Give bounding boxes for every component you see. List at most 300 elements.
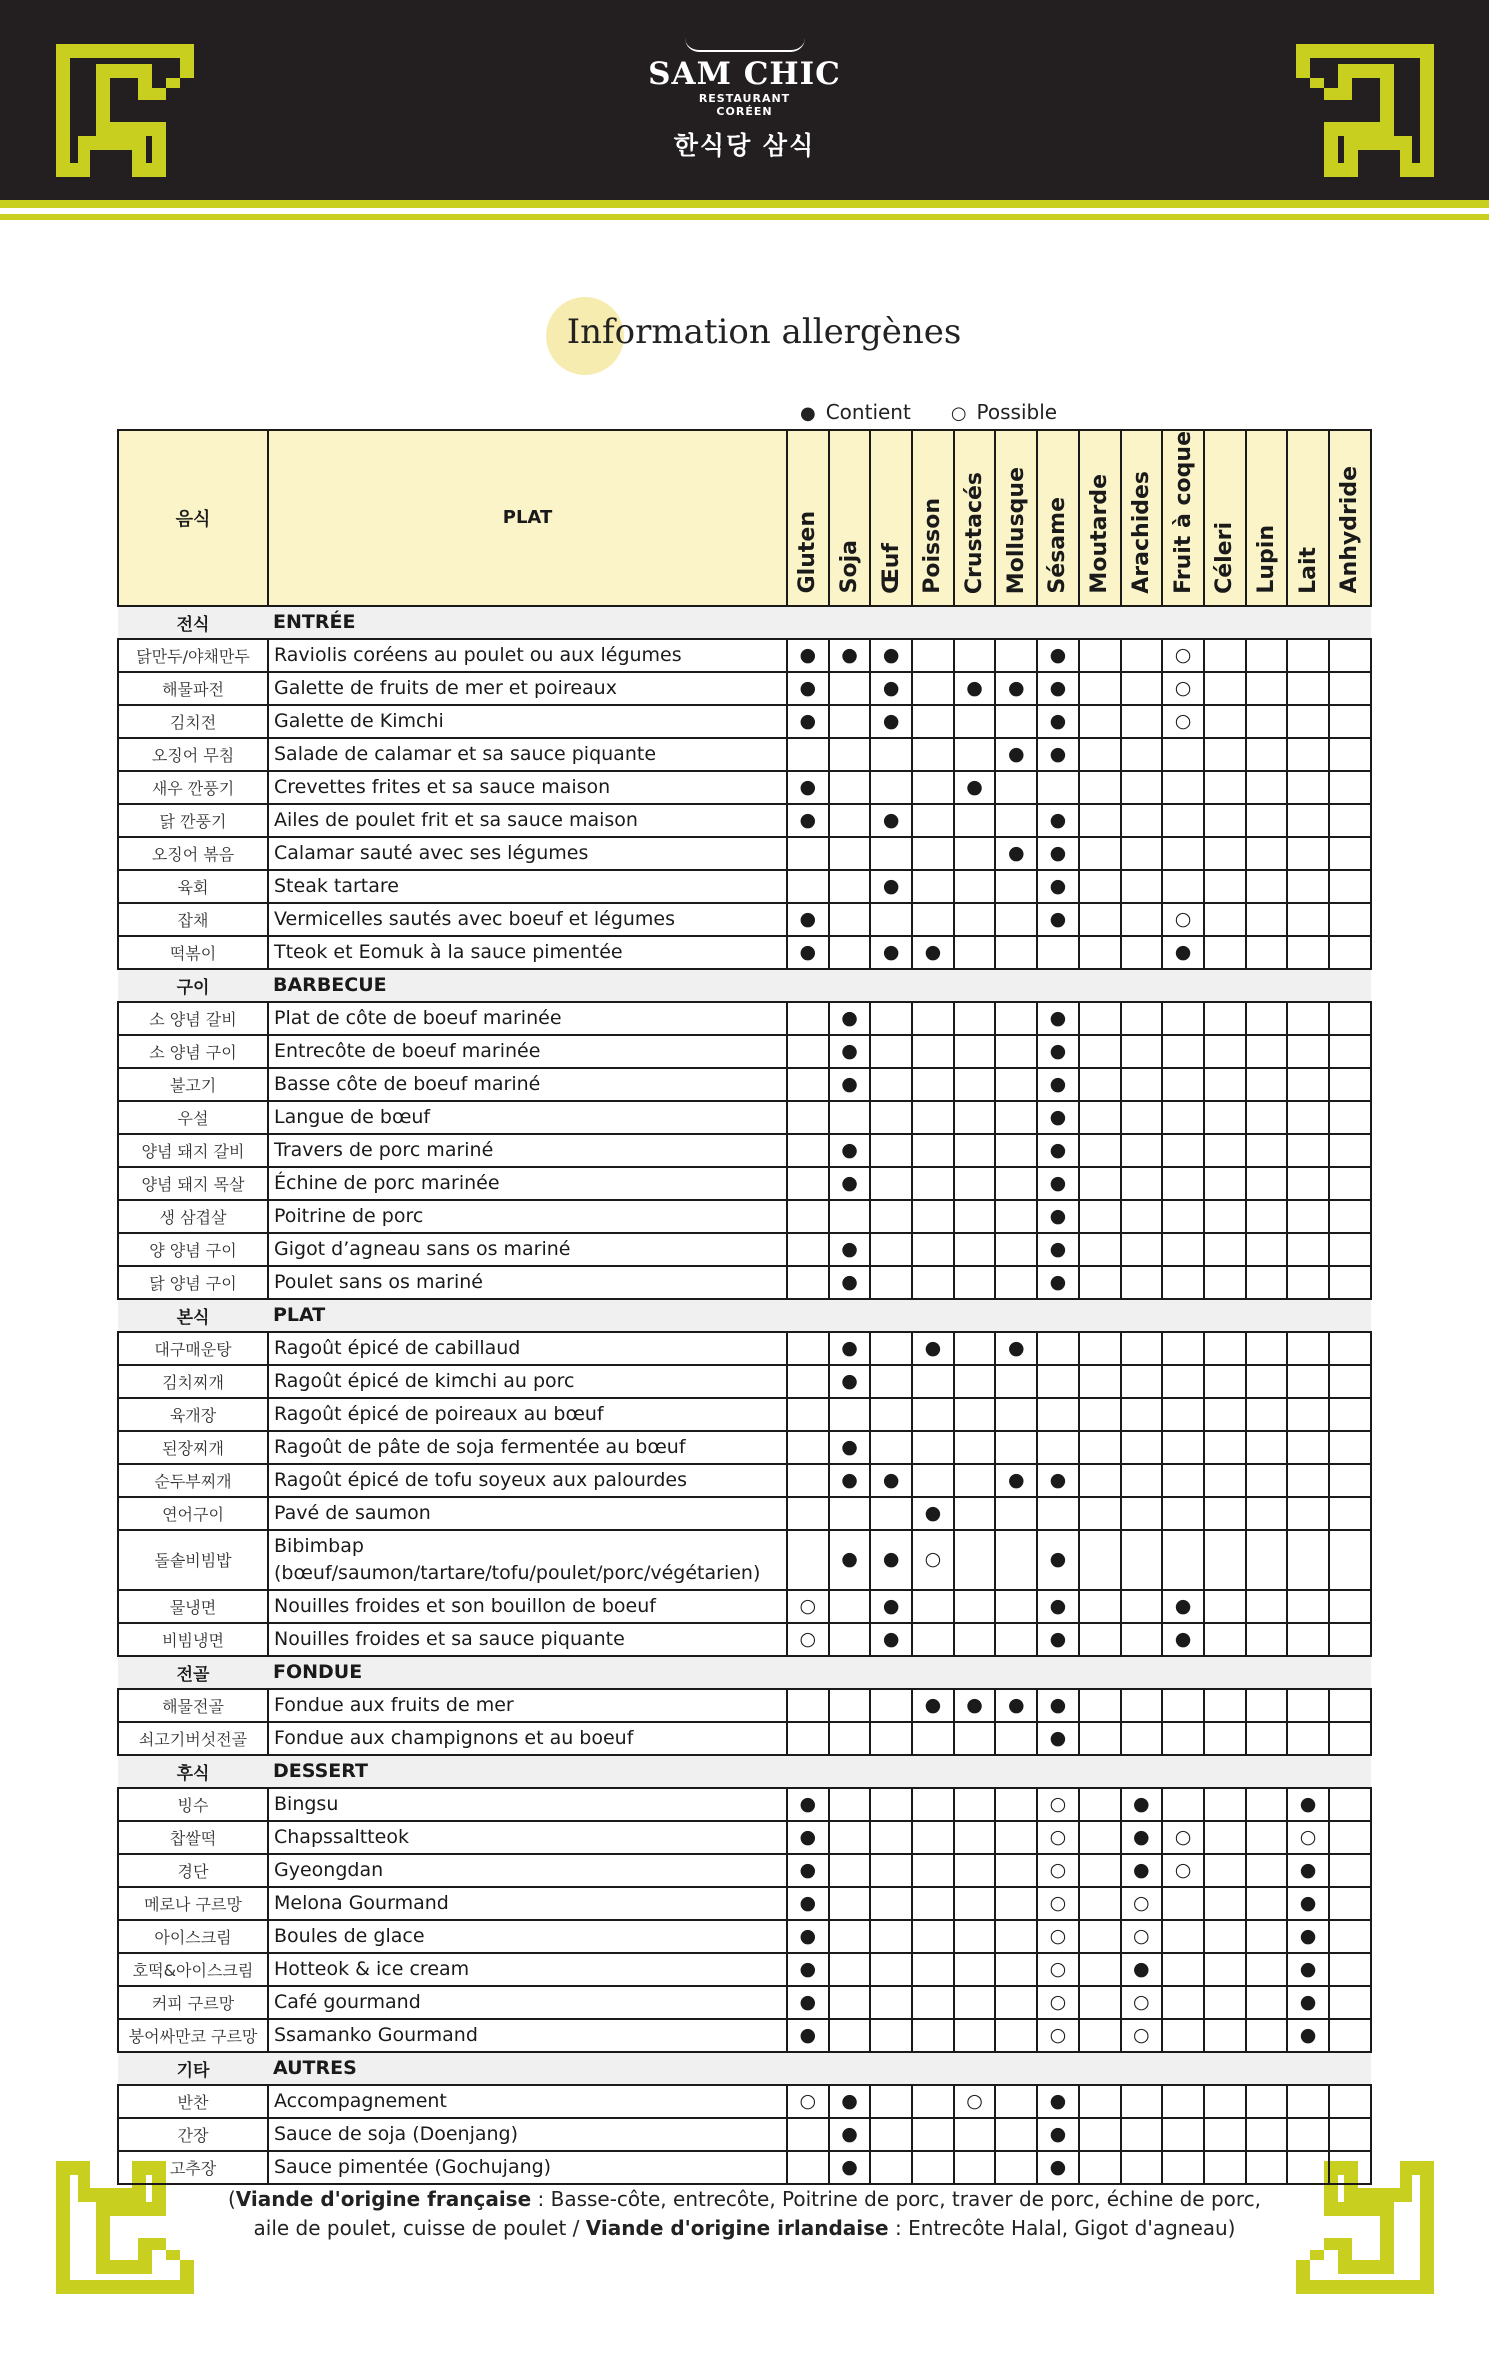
dish-korean: 간장 (118, 2118, 268, 2151)
allergen-cell: ● (829, 1002, 871, 1035)
dish-french: Galette de fruits de mer et poireaux (268, 672, 787, 705)
allergen-label: Sésame (1045, 497, 1071, 594)
header-allergen (1204, 430, 1246, 606)
allergen-cell (870, 2085, 912, 2118)
allergen-cell (1287, 2118, 1329, 2151)
allergen-cell (995, 639, 1037, 672)
allergen-cell: ● (1287, 1788, 1329, 1821)
table-row (118, 1590, 1371, 1623)
allergen-cell: ● (829, 1332, 871, 1365)
dish-korean: 우설 (118, 1101, 268, 1134)
allergen-cell (954, 1431, 996, 1464)
table-row (118, 639, 1371, 672)
allergen-cell (1287, 639, 1329, 672)
allergen-cell (1329, 1821, 1371, 1854)
allergen-cell: ● (1037, 705, 1079, 738)
allergen-cell (1246, 936, 1288, 969)
dish-korean: 오징어 무침 (118, 738, 268, 771)
table-row (118, 1854, 1371, 1887)
allergen-cell: ● (1037, 1233, 1079, 1266)
allergen-cell (1204, 1464, 1246, 1497)
allergen-cell (787, 1068, 829, 1101)
allergen-cell (1079, 1431, 1121, 1464)
allergen-cell (1329, 639, 1371, 672)
allergen-cell (995, 1266, 1037, 1299)
dish-french: Sauce de soja (Doenjang) (268, 2118, 787, 2151)
allergen-table (117, 429, 1372, 2185)
allergen-cell (1079, 870, 1121, 903)
allergen-cell: ● (995, 1332, 1037, 1365)
allergen-cell (1121, 1035, 1163, 1068)
allergen-cell (912, 1722, 954, 1755)
allergen-cell (787, 1431, 829, 1464)
allergen-cell (1246, 1497, 1288, 1530)
allergen-cell: ● (995, 738, 1037, 771)
allergen-cell (1079, 936, 1121, 969)
allergen-cell (1079, 1623, 1121, 1656)
allergen-cell (1121, 1464, 1163, 1497)
allergen-cell: ● (1287, 1887, 1329, 1920)
allergen-cell (829, 1953, 871, 1986)
allergen-cell (1079, 1788, 1121, 1821)
allergen-cell (1329, 2118, 1371, 2151)
allergen-cell (1162, 1101, 1204, 1134)
dish-french: Calamar sauté avec ses légumes (268, 837, 787, 870)
allergen-cell (912, 1002, 954, 1035)
allergen-cell (954, 1854, 996, 1887)
table-row (118, 903, 1371, 936)
allergen-cell (1329, 1398, 1371, 1431)
allergen-cell (1329, 1530, 1371, 1590)
dish-korean: 연어구이 (118, 1497, 268, 1530)
allergen-cell (1329, 1590, 1371, 1623)
allergen-cell (1246, 903, 1288, 936)
dish-french: Gyeongdan (268, 1854, 787, 1887)
allergen-cell (1329, 1002, 1371, 1035)
allergen-cell: ○ (1121, 2019, 1163, 2052)
dish-french: Accompagnement (268, 2085, 787, 2118)
allergen-cell: ● (787, 672, 829, 705)
dish-korean: 빙수 (118, 1788, 268, 1821)
allergen-cell (870, 837, 912, 870)
allergen-cell (912, 1953, 954, 1986)
allergen-cell: ● (829, 1035, 871, 1068)
allergen-cell (1287, 1200, 1329, 1233)
allergen-cell (912, 2019, 954, 2052)
allergen-cell (1162, 1068, 1204, 1101)
table-row (118, 1722, 1371, 1755)
header-allergen (787, 430, 829, 606)
allergen-cell (787, 2151, 829, 2184)
allergen-cell (1079, 1953, 1121, 1986)
allergen-cell (1079, 1101, 1121, 1134)
legend-possible-label: Possible (976, 400, 1058, 424)
allergen-cell (912, 1200, 954, 1233)
dish-french: Entrecôte de boeuf marinée (268, 1035, 787, 1068)
allergen-cell (1162, 1035, 1204, 1068)
allergen-cell (1246, 1953, 1288, 1986)
allergen-cell (1287, 1689, 1329, 1722)
header-allergen (1287, 430, 1329, 606)
category-french: ENTRÉE (268, 606, 1371, 639)
dish-french: Galette de Kimchi (268, 705, 787, 738)
dish-french: Basse côte de boeuf mariné (268, 1068, 787, 1101)
allergen-cell: ● (1162, 936, 1204, 969)
allergen-cell (912, 837, 954, 870)
allergen-cell: ○ (1121, 1887, 1163, 1920)
allergen-cell (1329, 1689, 1371, 1722)
table-row (118, 1332, 1371, 1365)
allergen-cell: ● (870, 804, 912, 837)
header-allergen (1079, 430, 1121, 606)
allergen-cell (1079, 1233, 1121, 1266)
allergen-cell: ● (1037, 1068, 1079, 1101)
allergen-cell (954, 1497, 996, 1530)
table-row (118, 738, 1371, 771)
dish-korean: 호떡&아이스크림 (118, 1953, 268, 1986)
allergen-cell: ● (829, 1266, 871, 1299)
allergen-cell (1121, 1101, 1163, 1134)
allergen-cell: ● (1037, 639, 1079, 672)
allergen-cell (1121, 903, 1163, 936)
allergen-cell: ● (787, 1887, 829, 1920)
allergen-cell (995, 1431, 1037, 1464)
allergen-cell (1079, 1986, 1121, 2019)
allergen-cell (1329, 837, 1371, 870)
allergen-cell (995, 1497, 1037, 1530)
category-french: PLAT (268, 1299, 1371, 1332)
allergen-cell (787, 1233, 829, 1266)
allergen-cell (870, 1821, 912, 1854)
allergen-cell: ● (995, 1464, 1037, 1497)
allergen-cell (870, 1101, 912, 1134)
table-row (118, 1689, 1371, 1722)
allergen-cell (995, 1953, 1037, 1986)
allergen-cell (995, 705, 1037, 738)
allergen-cell (912, 1788, 954, 1821)
allergen-cell (954, 804, 996, 837)
allergen-cell (870, 738, 912, 771)
allergen-cell (995, 1101, 1037, 1134)
allergen-cell: ● (912, 1332, 954, 1365)
allergen-cell (1204, 1332, 1246, 1365)
allergen-cell (1121, 1689, 1163, 1722)
allergen-cell (1162, 1497, 1204, 1530)
allergen-cell (1121, 1266, 1163, 1299)
allergen-cell (870, 1887, 912, 1920)
table-row (118, 1464, 1371, 1497)
allergen-cell: ○ (1162, 903, 1204, 936)
allergen-cell: ● (870, 1623, 912, 1656)
allergen-cell (1121, 639, 1163, 672)
allergen-cell (912, 705, 954, 738)
allergen-cell (787, 1398, 829, 1431)
allergen-label: Poisson (920, 498, 946, 594)
allergen-cell (995, 1590, 1037, 1623)
allergen-cell (1121, 870, 1163, 903)
allergen-cell (1287, 1233, 1329, 1266)
allergen-label: Fruit à coque (1170, 431, 1196, 594)
dish-korean: 양념 돼지 갈비 (118, 1134, 268, 1167)
dish-french: Poitrine de porc (268, 1200, 787, 1233)
allergen-cell (1246, 870, 1288, 903)
category-french: DESSERT (268, 1755, 1371, 1788)
allergen-cell (1287, 1722, 1329, 1755)
allergen-cell (1329, 1167, 1371, 1200)
allergen-cell (954, 1986, 996, 2019)
allergen-cell: ● (954, 672, 996, 705)
dish-french: Crevettes frites et sa sauce maison (268, 771, 787, 804)
allergen-cell: ● (912, 1497, 954, 1530)
allergen-cell (1246, 1332, 1288, 1365)
header-allergen (829, 430, 871, 606)
allergen-cell (1287, 870, 1329, 903)
allergen-cell (954, 936, 996, 969)
dish-french: Ragoût épicé de tofu soyeux aux palourdes (268, 1464, 787, 1497)
category-row (118, 606, 1371, 639)
allergen-cell: ● (1121, 1788, 1163, 1821)
allergen-cell (912, 771, 954, 804)
dish-korean: 비빔냉면 (118, 1623, 268, 1656)
allergen-cell: ● (829, 1233, 871, 1266)
dish-korean: 육회 (118, 870, 268, 903)
allergen-cell (954, 1002, 996, 1035)
table-header-row (118, 430, 1371, 606)
allergen-cell (995, 771, 1037, 804)
allergen-cell (1204, 1233, 1246, 1266)
allergen-cell (1079, 1689, 1121, 1722)
allergen-cell (1246, 1821, 1288, 1854)
allergen-cell (954, 870, 996, 903)
table-row (118, 870, 1371, 903)
header-accent-line-thin (0, 214, 1489, 220)
allergen-cell (1204, 903, 1246, 936)
allergen-cell (1079, 903, 1121, 936)
allergen-cell (1246, 1986, 1288, 2019)
allergen-cell (787, 1530, 829, 1590)
allergen-cell (870, 771, 912, 804)
allergen-cell (829, 837, 871, 870)
allergen-cell (995, 1623, 1037, 1656)
allergen-cell: ● (870, 672, 912, 705)
table-row (118, 1788, 1371, 1821)
allergen-cell (1246, 705, 1288, 738)
table-row (118, 1002, 1371, 1035)
allergen-cell (870, 1920, 912, 1953)
allergen-cell (1079, 1530, 1121, 1590)
category-row (118, 1755, 1371, 1788)
allergen-cell (787, 1689, 829, 1722)
allergen-cell: ○ (954, 2085, 996, 2118)
header-plat: PLAT (268, 430, 787, 606)
allergen-cell (1162, 804, 1204, 837)
dish-french: Fondue aux champignons et au boeuf (268, 1722, 787, 1755)
allergen-cell (870, 1332, 912, 1365)
allergen-cell (870, 1200, 912, 1233)
allergen-cell (912, 1821, 954, 1854)
allergen-cell (1079, 771, 1121, 804)
allergen-cell (954, 2151, 996, 2184)
dish-korean: 떡볶이 (118, 936, 268, 969)
dish-french: Langue de bœuf (268, 1101, 787, 1134)
allergen-cell (912, 1590, 954, 1623)
allergen-cell (1287, 1464, 1329, 1497)
allergen-cell (1204, 2019, 1246, 2052)
allergen-cell (1329, 2085, 1371, 2118)
allergen-cell (1162, 2151, 1204, 2184)
allergen-cell: ○ (912, 1530, 954, 1590)
table-row (118, 705, 1371, 738)
allergen-cell: ○ (1037, 1887, 1079, 1920)
allergen-cell (1329, 870, 1371, 903)
allergen-cell (1079, 1266, 1121, 1299)
allergen-label: Mollusque (1003, 466, 1029, 594)
allergen-cell (787, 1035, 829, 1068)
allergen-cell: ● (829, 639, 871, 672)
allergen-cell (995, 870, 1037, 903)
table-row (118, 1068, 1371, 1101)
allergen-cell (787, 1722, 829, 1755)
allergen-cell (912, 1854, 954, 1887)
allergen-cell (1037, 1365, 1079, 1398)
allergen-cell (1121, 1365, 1163, 1398)
header-allergen (954, 430, 996, 606)
allergen-cell (954, 1167, 996, 1200)
allergen-cell (912, 738, 954, 771)
allergen-cell: ● (787, 1788, 829, 1821)
dish-korean: 대구매운탕 (118, 1332, 268, 1365)
allergen-cell (829, 1821, 871, 1854)
allergen-cell (787, 1134, 829, 1167)
allergen-cell (1329, 1101, 1371, 1134)
allergen-cell: ● (1287, 2019, 1329, 2052)
allergen-cell (787, 2118, 829, 2151)
allergen-cell (1329, 672, 1371, 705)
allergen-cell (954, 1623, 996, 1656)
category-row (118, 969, 1371, 1002)
allergen-cell (1204, 1689, 1246, 1722)
allergen-cell (912, 1920, 954, 1953)
allergen-cell (1079, 1920, 1121, 1953)
allergen-cell (1121, 837, 1163, 870)
allergen-cell (1079, 1200, 1121, 1233)
table-row (118, 1134, 1371, 1167)
allergen-cell: ● (829, 1431, 871, 1464)
allergen-cell (1329, 1233, 1371, 1266)
allergen-cell (1246, 1920, 1288, 1953)
allergen-cell (954, 1200, 996, 1233)
footer-open-paren: ( (227, 2187, 236, 2211)
allergen-cell (1287, 804, 1329, 837)
allergen-cell (1246, 2085, 1288, 2118)
allergen-cell: ● (954, 771, 996, 804)
allergen-cell (829, 1101, 871, 1134)
allergen-cell (1287, 1530, 1329, 1590)
allergen-cell (1121, 2151, 1163, 2184)
dish-french: Boules de glace (268, 1920, 787, 1953)
table-row (118, 1920, 1371, 1953)
allergen-cell (1204, 639, 1246, 672)
allergen-cell (1287, 1332, 1329, 1365)
allergen-cell (1204, 1035, 1246, 1068)
allergen-cell (1162, 1920, 1204, 1953)
dish-french: Bibimbap (bœuf/saumon/tartare/tofu/poulet/porc/végétarien) (268, 1530, 787, 1590)
allergen-cell (829, 1854, 871, 1887)
allergen-cell (1329, 1497, 1371, 1530)
allergen-cell (1329, 738, 1371, 771)
dish-french: Bingsu (268, 1788, 787, 1821)
allergen-cell: ○ (1162, 705, 1204, 738)
allergen-cell (1162, 1788, 1204, 1821)
allergen-cell (1162, 1464, 1204, 1497)
allergen-cell (1204, 2118, 1246, 2151)
allergen-cell (1162, 1332, 1204, 1365)
allergen-cell (1204, 1986, 1246, 2019)
table-row (118, 1986, 1371, 2019)
allergen-cell (1121, 1002, 1163, 1035)
allergen-cell: ● (787, 1854, 829, 1887)
dish-korean: 찹쌀떡 (118, 1821, 268, 1854)
allergen-cell: ○ (787, 1590, 829, 1623)
allergen-cell: ○ (1037, 1953, 1079, 1986)
dish-french: Ragoût épicé de kimchi au porc (268, 1365, 787, 1398)
allergen-cell (829, 2019, 871, 2052)
allergen-cell (912, 1365, 954, 1398)
allergen-cell (912, 1068, 954, 1101)
allergen-cell (1246, 1134, 1288, 1167)
allergen-cell (1204, 705, 1246, 738)
dish-french: Plat de côte de boeuf marinée (268, 1002, 787, 1035)
allergen-cell: ● (829, 1134, 871, 1167)
dish-korean: 돌솥비빔밥 (118, 1530, 268, 1590)
allergen-cell (1121, 1233, 1163, 1266)
allergen-cell (1079, 1722, 1121, 1755)
allergen-cell (1204, 2151, 1246, 2184)
allergen-cell: ● (1037, 1134, 1079, 1167)
allergen-cell (912, 1035, 954, 1068)
dish-french: Travers de porc mariné (268, 1134, 787, 1167)
allergen-cell (1287, 705, 1329, 738)
category-korean: 전골 (118, 1656, 268, 1689)
allergen-cell (1287, 1167, 1329, 1200)
allergen-cell: ○ (1037, 1788, 1079, 1821)
allergen-cell (870, 1986, 912, 2019)
allergen-cell (954, 1590, 996, 1623)
table-row (118, 1167, 1371, 1200)
allergen-cell: ● (1037, 1266, 1079, 1299)
allergen-cell (1246, 1722, 1288, 1755)
allergen-cell: ● (787, 705, 829, 738)
allergen-cell (912, 672, 954, 705)
allergen-cell: ● (870, 1530, 912, 1590)
allergen-cell (870, 1788, 912, 1821)
allergen-cell: ● (1121, 1854, 1163, 1887)
allergen-cell: ● (1037, 1590, 1079, 1623)
allergen-cell (1329, 1788, 1371, 1821)
table-row (118, 1365, 1371, 1398)
allergen-cell (1246, 1854, 1288, 1887)
allergen-cell (1079, 1167, 1121, 1200)
allergen-cell (1079, 1035, 1121, 1068)
allergen-cell: ● (787, 771, 829, 804)
allergen-cell (995, 1233, 1037, 1266)
allergen-cell (995, 2019, 1037, 2052)
allergen-cell (1079, 837, 1121, 870)
allergen-cell (1287, 1101, 1329, 1134)
brand-subtitle-2: CORÉEN (716, 105, 773, 118)
allergen-cell (954, 1035, 996, 1068)
allergen-cell (1204, 1200, 1246, 1233)
